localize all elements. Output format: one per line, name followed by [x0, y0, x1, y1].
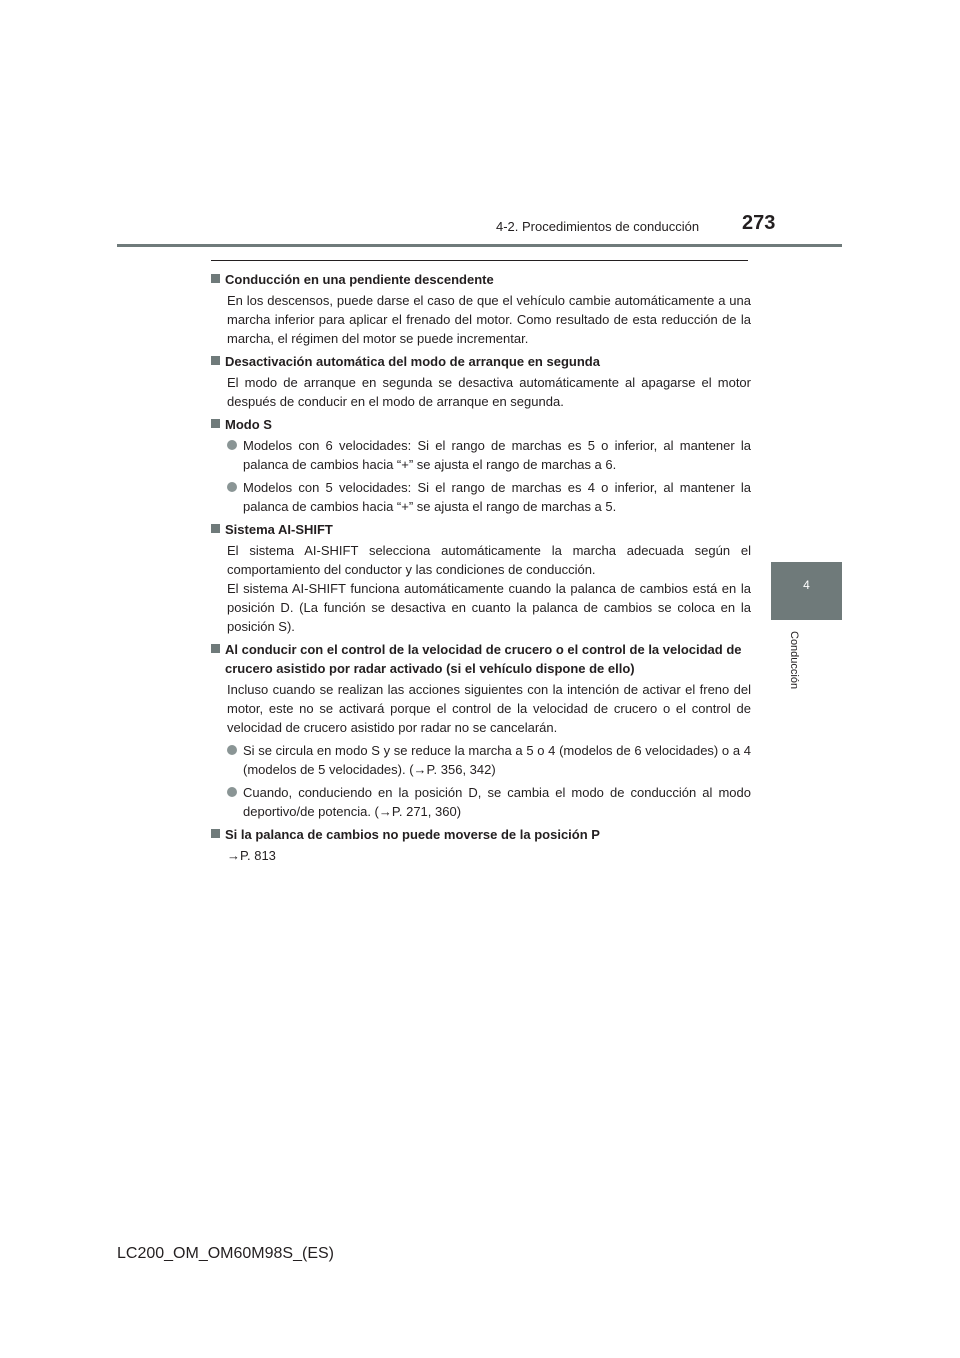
section-shift-lever-p [211, 825, 751, 865]
section-downhill [211, 270, 751, 348]
circle-bullet-icon [227, 440, 237, 450]
square-bullet-icon [211, 644, 220, 653]
section-body: Incluso cuando se realizan las acciones siguientes con la intención de activar el freno del motor, este no se activará porque el control de la velocidad de crucero o el control de velocidad de crucero asistido por radar no se cancelarán. [227, 682, 751, 735]
chapter-tab [771, 562, 842, 620]
footer-doc-id: LC200_OM_OM60M98S_(ES) [117, 1245, 334, 1262]
list-item: Modelos con 6 velocidades: Si el rango de marchas es 5 o inferior, al mantener la palanca de cambios hacia “+” se ajusta el rango de marchas a 6. [211, 436, 751, 474]
square-bullet-icon [211, 356, 220, 365]
section-second-start [211, 352, 751, 411]
content [211, 270, 751, 869]
circle-bullet-icon [227, 482, 237, 492]
circle-bullet-icon [227, 787, 237, 797]
page-reference: →P. 813 [227, 848, 276, 863]
section-body: En los descensos, puede darse el caso de que el vehículo cambie automáticamente a una marcha inferior para aplicar el frenado del motor. Como resultado de esta reducción de la marcha, el régimen del motor se puede incrementar. [227, 293, 751, 346]
list-item: Si se circula en modo S y se reduce la marcha a 5 o 4 (modelos de 6 velocidades) o a 4 (modelos de 5 velocidades). (→P. 356, 342) [211, 741, 751, 779]
circle-bullet-icon [227, 745, 237, 755]
header-rule [117, 244, 842, 247]
header-section-title: 4-2. Procedimientos de conducción [496, 219, 700, 234]
chapter-label: Conducción [788, 631, 800, 690]
content-top-rule [211, 260, 748, 261]
section-title: Modo S [211, 415, 751, 434]
list-item: Cuando, conduciendo en la posición D, se cambia el modo de conducción al modo deportivo/de potencia. (→P. 271, 360) [211, 783, 751, 821]
section-title: Desactivación automática del modo de arranque en segunda [211, 352, 751, 371]
section-title: Sistema AI-SHIFT [211, 520, 751, 539]
section-body: El modo de arranque en segunda se desactiva automáticamente al apagarse el motor después de conducir en el modo de arranque en segunda. [227, 375, 751, 409]
section-title: Conducción en una pendiente descendente [211, 270, 751, 289]
square-bullet-icon [211, 274, 220, 283]
section-title: Al conducir con el control de la velocidad de crucero o el control de la velocidad de crucero asistido por radar activado (si el vehículo dispone de ello) [211, 640, 751, 678]
section-s-mode [211, 415, 751, 516]
list-item: Modelos con 5 velocidades: Si el rango de marchas es 4 o inferior, al mantener la palanca de cambios hacia “+” se ajusta el rango de marchas a 5. [211, 478, 751, 516]
page-number: 273 [742, 212, 776, 234]
section-cruise-control [211, 640, 751, 821]
section-body: El sistema AI-SHIFT selecciona automáticamente la marcha adecuada según el comportamiento del conductor y las condiciones de conducción. [227, 543, 751, 577]
section-ai-shift [211, 520, 751, 636]
section-body: El sistema AI-SHIFT funciona automáticamente cuando la palanca de cambios está en la posición D. (La función se desactiva en cuanto la palanca de cambios se coloca en la posición S). [227, 581, 751, 634]
square-bullet-icon [211, 524, 220, 533]
chapter-number: 4 [803, 578, 810, 592]
square-bullet-icon [211, 829, 220, 838]
section-title: Si la palanca de cambios no puede moverse de la posición P [211, 825, 751, 844]
square-bullet-icon [211, 419, 220, 428]
